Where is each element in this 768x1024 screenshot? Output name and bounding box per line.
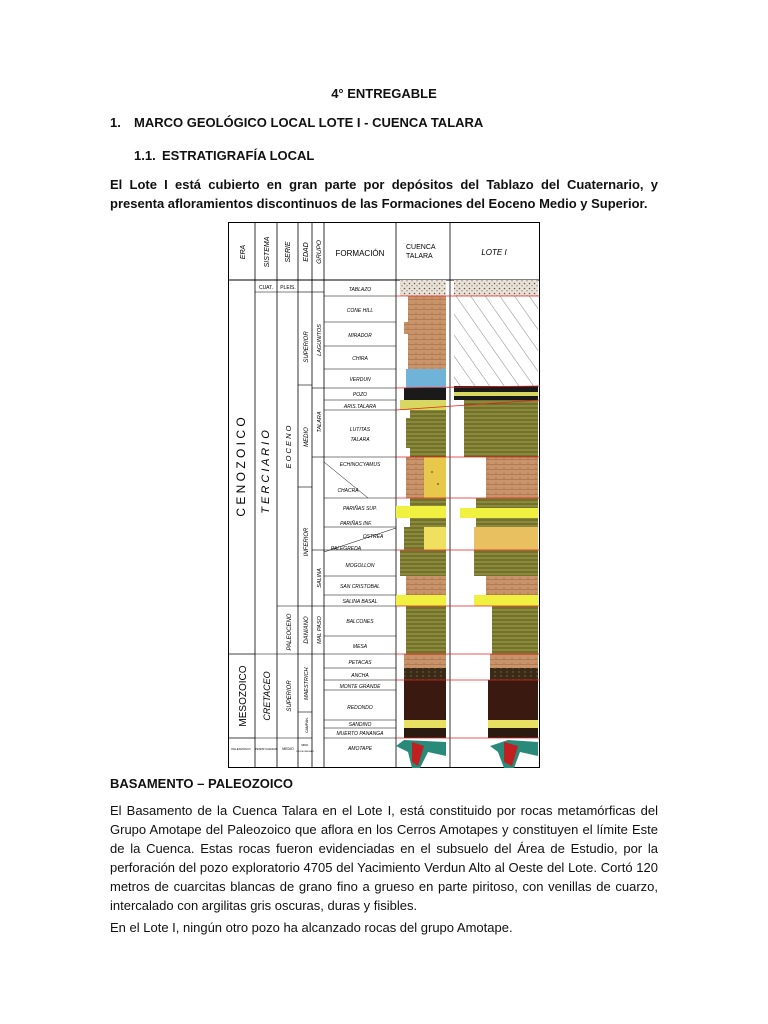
header-cuenca-talara: TALARA bbox=[406, 253, 433, 260]
sistema-pennsylvanian: PENNSYLVANIAN bbox=[255, 748, 277, 751]
header-grupo: GRUPO bbox=[316, 240, 323, 264]
formation-label: MESA bbox=[352, 644, 368, 650]
formation-label: CONE HILL bbox=[346, 308, 374, 314]
formation-label: SALINA BASAL bbox=[342, 599, 378, 605]
formation-label: MONTE GRANDE bbox=[339, 684, 381, 690]
edad-campan: CAMPAN. bbox=[305, 717, 309, 733]
formation-label: LUTITAS bbox=[349, 427, 371, 433]
serie-pleis: PLEIS. bbox=[280, 285, 296, 291]
formation-label: ANCHA bbox=[351, 673, 369, 679]
formation-label: BALCONES bbox=[346, 619, 374, 625]
era-cenozoico: C E N O Z O I C O bbox=[234, 417, 248, 517]
formation-label: VERDUN bbox=[349, 377, 371, 383]
formation-label: CHIRA bbox=[352, 356, 368, 362]
serie-superior: SUPERIOR bbox=[287, 680, 293, 712]
formation-label: SANDINO bbox=[348, 722, 372, 728]
edad-daniano: DANIANO bbox=[304, 616, 310, 644]
basamento-heading: BASAMENTO – PALEOZOICO bbox=[110, 776, 293, 791]
formation-label: ARIS.TALARA bbox=[343, 404, 377, 410]
grupo-lagunitos: LAGUNITOS bbox=[317, 324, 323, 356]
section-number: 1. bbox=[110, 115, 121, 130]
serie-paleoceno: PALEOCENO bbox=[287, 613, 293, 651]
formation-label: AMOTAPE bbox=[347, 746, 373, 752]
header-lote: LOTE I bbox=[481, 248, 507, 257]
closing-paragraph: En el Lote I, ningún otro pozo ha alcanzado rocas del grupo Amotape. bbox=[110, 920, 513, 935]
edad-inferior: INFERIOR bbox=[304, 527, 310, 557]
sistema-terciario: T E R C I A R I O bbox=[260, 430, 272, 514]
grupo-malpaso: MAL PASO bbox=[317, 616, 323, 644]
formation-label: TALARA bbox=[350, 437, 370, 443]
formation-label: PARIÑAS SUP. bbox=[343, 506, 377, 512]
edad-medio: MEDIO bbox=[304, 427, 310, 447]
serie-eoceno: E O C E N O bbox=[284, 425, 293, 469]
sistema-cuat: CUAT. bbox=[258, 285, 274, 291]
stratigraphic-column-figure bbox=[228, 222, 540, 768]
page-title: 4° ENTREGABLE bbox=[331, 86, 437, 101]
header-cuenca: CUENCA bbox=[406, 244, 436, 251]
basamento-paragraph: El Basamento de la Cuenca Talara en el Lote I, está constituido por rocas metamórficas del Grupo Amotape del Paleozoico que aflora en los Cerros Amotapes y constituyen el límite Este de la Cuenca. Estas rocas fueron evidenciadas en el subsuelo del Área de Estudio, por la perforación del pozo exploratorio 4705 del Yacimiento Verdun Alto al Oeste del Lote. Cortó 120 metros de cuarcitas blancas de grano fino a grueso en parte piritoso, con venillas de cuarzo, intercalado con argilitas gris oscuras, duras y fisibles. bbox=[110, 803, 658, 913]
grupo-salina: SALINA bbox=[317, 568, 323, 588]
section-title: MARCO GEOLÓGICO LOCAL LOTE I - CUENCA TALARA bbox=[134, 115, 484, 130]
subsection-heading bbox=[134, 148, 314, 163]
formation-label: REDONDO bbox=[347, 705, 373, 711]
serie-medio: MEDIO bbox=[282, 747, 294, 751]
header-formacion: FORMACIÓN bbox=[335, 249, 385, 258]
header-edad: EDAD bbox=[303, 242, 310, 262]
era-paleozoico: PALEOZOICO bbox=[231, 747, 251, 751]
era-mesozoico: MESOZOICO bbox=[238, 665, 249, 727]
formation-label: SAN CRISTOBAL bbox=[340, 584, 380, 590]
formation-label: PARIÑAS INF. bbox=[340, 521, 372, 527]
formation-label: OSTREA bbox=[362, 534, 384, 540]
grupo-talara: TALARA bbox=[317, 411, 323, 433]
formation-label: ECHINOCYAMUS bbox=[339, 462, 381, 468]
formation-label: MOGOLLON bbox=[345, 563, 375, 569]
header-era: ERA bbox=[240, 244, 247, 260]
header-serie: SERIE bbox=[285, 241, 292, 263]
header-sistema: SISTEMA bbox=[264, 236, 271, 268]
formation-label: CHACRA bbox=[337, 488, 359, 494]
formation-label: MUERTO PANANGA bbox=[336, 731, 384, 737]
formation-label: MIRADOR bbox=[348, 333, 372, 339]
subsection-title: ESTRATIGRAFÍA LOCAL bbox=[162, 148, 315, 163]
subsection-number: 1.1. bbox=[134, 148, 156, 163]
sistema-cretaceo: CRETACEO bbox=[262, 671, 272, 721]
intro-paragraph: El Lote I está cubierto en gran parte por depósitos del Tablazo del Cuaternario, y presenta afloramientos discontinuos de las Formaciones del Eoceno Medio y Superior. bbox=[110, 177, 658, 211]
formation-label: TABLAZO bbox=[348, 287, 372, 293]
formation-label: PETACAS bbox=[348, 660, 372, 666]
section-heading-1 bbox=[110, 115, 483, 130]
edad-midd: MIDD. bbox=[301, 744, 309, 747]
formation-label: PALEGREDA bbox=[330, 546, 362, 552]
formation-label: POZO bbox=[352, 392, 368, 398]
edad-superior: SUPERIOR bbox=[304, 331, 310, 363]
edad-maestrich: MAESTRICH. bbox=[304, 666, 310, 700]
edad-desmoinesian: DES MOINESIAN bbox=[296, 751, 314, 753]
